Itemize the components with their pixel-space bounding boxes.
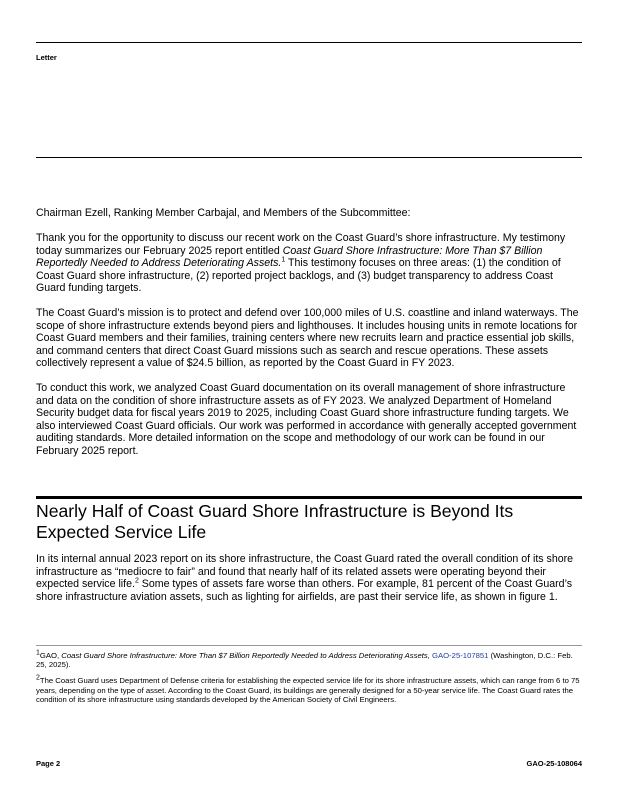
intro-paragraph-1 [36,232,582,295]
footnote-1-title: Coast Guard Shore Infrastructure: More Than $7 Billion Reportedly Needed to Address Deteriorating Assets, [61,651,430,660]
footnote-ref-1[interactable]: 1 [281,256,286,264]
footnote-ref-2[interactable]: 2 [134,577,139,585]
footnote-1-text-a: GAO, [39,651,62,660]
letter-body [36,207,582,470]
footnote-2 [36,676,582,704]
section-heading: Nearly Half of Coast Guard Shore Infrastructure is Beyond Its Expected Service Life [36,501,514,542]
header-bottom-rule [36,157,582,158]
footnote-2-number: 2 [36,674,40,682]
footnote-1-number: 1 [36,649,40,657]
intro-paragraph-2: The Coast Guard’s mission is to protect and defend over 100,000 miles of U.S. coastline and inland waterways. The scope of shore infrastructure extends beyond piers and lighthouses. It includes housing units in remote locations for Coast Guard members and their families, training centers where new recruits learn and practice essential job skills, and command centers that direct Coast Guard missions such as search and rescue operations. These assets collectively represent a value of $24.5 billion, as reported by the Coast Guard in FY 2023. [36,307,579,369]
intro-p1-text-b: This testimony focuses on three areas: (1) the condition of Coast Guard shore infrastructure, (2) reported project backlogs, and (3) budget transparency to address Coast Guard funding targets. [36,257,561,294]
intro-paragraph-3: To conduct this work, we analyzed Coast Guard documentation on its overall management of shore infrastructure and data on the condition of shore infrastructure assets as of FY 2023. We analyzed Department of Homeland Security budget data for fiscal years 2019 to 2025, including Coast Guard shore infrastructure funding targets. We also interviewed Coast Guard officials. Our work was performed in accordance with generally accepted government auditing standards. More detailed information on the scope and methodology of our work can be found in our February 2025 report. [36,382,577,457]
top-rule [36,42,582,43]
footnote-rule [36,645,582,646]
section-text-b: Some types of assets fare worse than others. For example, 81 percent of the Coast Guard’s shore infrastructure aviation assets, such as lighting for airfields, are past their service life, as shown in figure 1. [36,578,573,603]
footnote-2-text: The Coast Guard uses Department of Defense criteria for establishing the expected service life for its shore infrastructure assets, which can range from 6 to 75 years, depending on the type of asset. According to the Coast Guard, its buildings are generally designed for a 50-year service life. The Coast Guard rates the condition of its shore infrastructure using standards developed by the American Society of Civil Engineers. [36,676,580,704]
page-number: Page 2 [36,759,61,768]
footnote-1-text-b: (Washington, D.C.: Feb. 25, 2025). [36,651,573,670]
section-rule [36,496,582,499]
footnotes [36,651,582,711]
intro-p1-text-a: Thank you for the opportunity to discuss our recent work on the Coast Guard’s shore infrastructure. My testimony today summarizes our February 2025 report entitled [36,232,566,257]
header-label: Letter [36,53,57,62]
gao-report-link[interactable]: GAO-25-107851 [432,651,489,660]
footnote-1 [36,651,582,669]
report-number: GAO-25-108064 [526,759,582,768]
section-paragraph [36,553,582,603]
report-title: Coast Guard Shore Infrastructure: More Than $7 Billion Reportedly Needed to Address Deteriorating Assets. [36,244,543,269]
section-text-a: In its internal annual 2023 report on its shore infrastructure, the Coast Guard rated the overall condition of its shore infrastructure as “mediocre to fair” and found that nearly half of its related assets were operating beyond their expected service life. [36,553,574,590]
salutation: Chairman Ezell, Ranking Member Carbajal, and Members of the Subcommittee: [36,207,411,219]
